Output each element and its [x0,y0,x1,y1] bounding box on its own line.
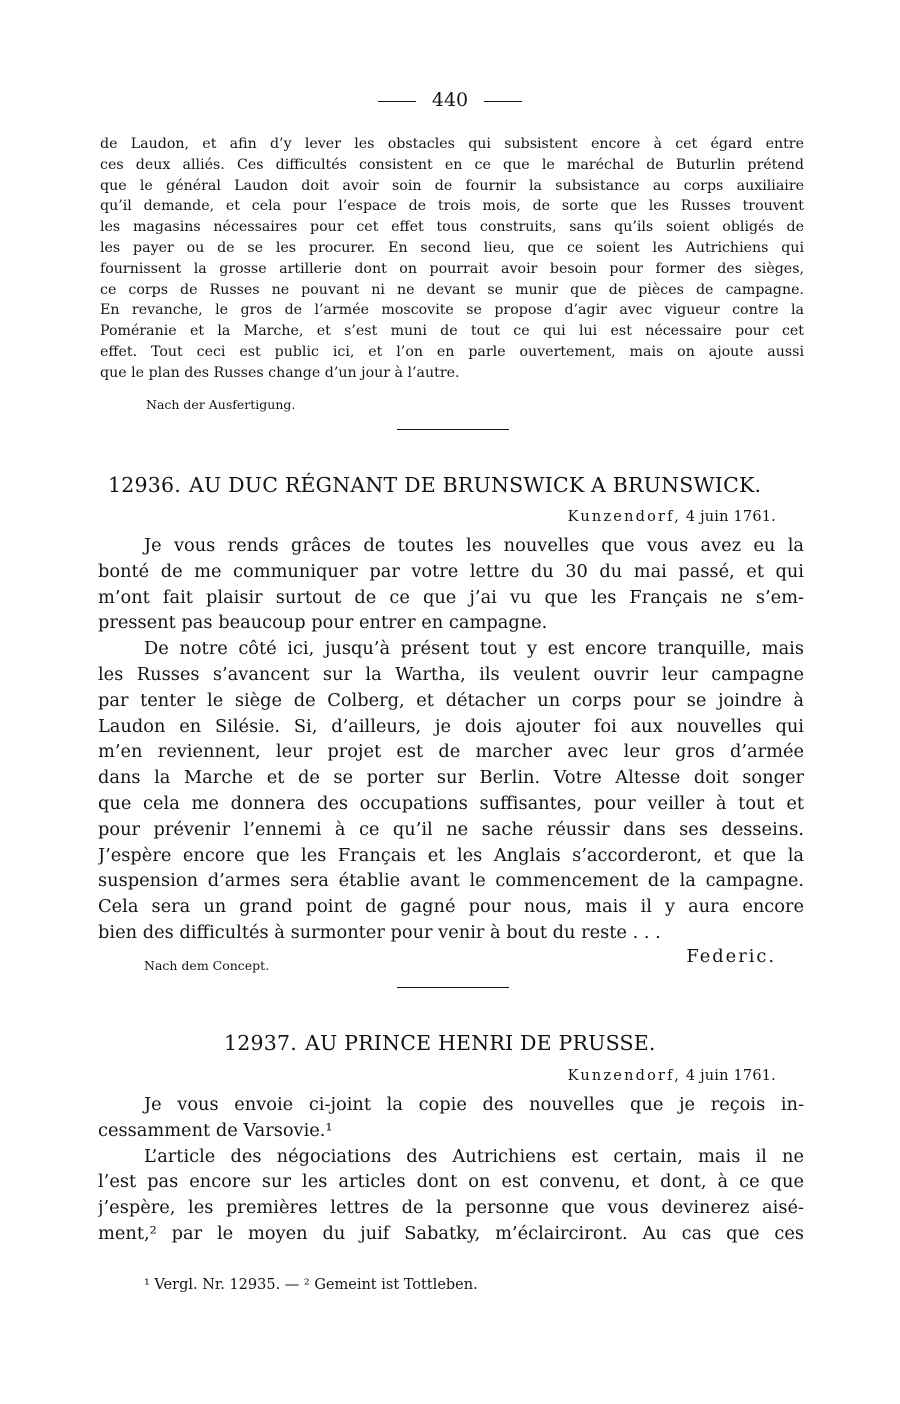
text-line: qu’il demande, et cela pour l’espace de trois mois, de sorte que les Russes trouvent [100,198,804,215]
section-divider [397,987,509,988]
text-line: que le plan des Russes change d’un jour à l’autre. [100,364,460,381]
footnotes: ¹ Vergl. Nr. 12935. — ² Gemeint ist Tottleben. [144,1277,478,1293]
text-line: l’est pas encore sur les articles dont on est convenu, et dont, à ce que [98,1171,804,1193]
text-line: fournissent la grosse artillerie dont on pourrait avoir besoin pour former des sièges, [100,260,804,277]
text-line: j’espère, les premières lettres de la personne que vous devinerez aisé- [98,1197,804,1219]
text-line: les payer ou de se les procurer. En second lieu, que ce soient les Autrichiens qui [100,239,804,256]
page-header [0,88,900,112]
letter-body [98,1092,804,1247]
text-line: En revanche, le gros de l’armée moscovite se propose d’agir avec vigueur contre la [100,302,804,319]
text-line: ce corps de Russes ne pouvant ni ne devant se munir que de pièces de campagne. [100,281,804,298]
text-line: bonté de me communiquer par votre lettre du 30 du mai passé, et qui [98,560,804,582]
text-line: L’article des négociations des Autrichiens est certain, mais il ne [144,1145,804,1167]
letter-number: 12936. [108,473,181,497]
letter-title: AU DUC RÉGNANT DE BRUNSWICK A BRUNSWICK. [188,473,762,497]
header-rule-right [484,101,522,102]
text-line: cessamment de Varsovie.¹ [98,1119,333,1141]
letter-heading [224,1029,784,1057]
letter-heading [108,471,798,499]
text-line: m’en reviennent, leur projet est de marcher avec leur gros d’armée [98,741,804,763]
text-line: m’ont fait plaisir surtout de ce que j’ai vu que les Français ne s’em- [98,586,804,608]
text-line: J’espère encore que les Français et les Anglais s’accorderont, et que la [98,844,804,866]
text-line: les Russes s’avancent sur la Wartha, ils veulent ouvrir leur campagne [98,663,804,685]
letter-body [98,533,804,946]
letter-number: 12937. [224,1031,297,1055]
letter-title: AU PRINCE HENRI DE PRUSSE. [304,1031,656,1055]
dateline-place: Kunzendorf, [567,1068,682,1084]
continuation-paragraph [100,134,804,384]
section-divider [397,429,509,430]
text-line: pour prévenir l’ennemi à ce qu’il ne sache réussir dans ses desseins. [98,818,804,840]
source-note: Nach der Ausfertigung. [146,397,296,412]
signature: Federic. [686,946,776,967]
text-line: de Laudon, et afin d’y lever les obstacles qui subsistent encore à cet égard entre [100,136,804,152]
source-note: Nach dem Concept. [144,958,270,973]
text-line: pressent pas beaucoup pour entrer en campagne. [98,612,548,634]
text-line: bien des difficultés à surmonter pour venir à bout du reste . . . [98,921,661,943]
text-line: Laudon en Silésie. Si, d’ailleurs, je dois ajouter foi aux nouvelles qui [98,715,804,737]
dateline-place: Kunzendorf, [567,509,682,525]
text-line: que le général Laudon doit avoir soin de fournir la subsistance au corps auxiliaire [100,177,804,194]
text-line: De notre côté ici, jusqu’à présent tout y est encore tranquille, mais [144,638,804,660]
text-line: Cela sera un grand point de gagné pour nous, mais il y aura encore [98,896,804,918]
text-line: ment,² par le moyen du juif Sabatky, m’éclairciront. Au cas que ces [98,1222,804,1244]
text-line: dans la Marche et de se porter sur Berlin. Votre Altesse doit songer [98,767,804,789]
text-line: par tenter le siège de Colberg, et détacher un corps pour se joindre à [98,689,804,711]
text-line: ces deux alliés. Ces difficultés consistent en ce que le maréchal de Buturlin prétend [100,156,804,173]
page-number: 440 [431,89,469,111]
text-line: Poméranie et la Marche, et s’est muni de tout ce qui lui est nécessaire pour cet [100,323,804,340]
text-line: les magasins nécessaires pour cet effet tous construits, sans qu’ils soient obligés de [100,219,804,236]
dateline [568,1066,776,1086]
text-line: que cela me donnera des occupations suffisantes, pour veiller à tout et [98,792,804,814]
dateline-date: 4 juin 1761. [685,509,776,525]
text-line: effet. Tout ceci est public ici, et l’on en parle ouvertement, mais on ajoute aussi [100,343,804,360]
header-rule-left [378,101,416,102]
dateline-date: 4 juin 1761. [685,1068,776,1084]
text-line: Je vous envoie ci-joint la copie des nouvelles que je reçois in- [144,1094,804,1115]
dateline [568,507,776,527]
text-line: Je vous rends grâces de toutes les nouvelles que vous avez eu la [144,535,804,556]
text-line: suspension d’armes sera établie avant le commencement de la campagne. [98,870,804,892]
